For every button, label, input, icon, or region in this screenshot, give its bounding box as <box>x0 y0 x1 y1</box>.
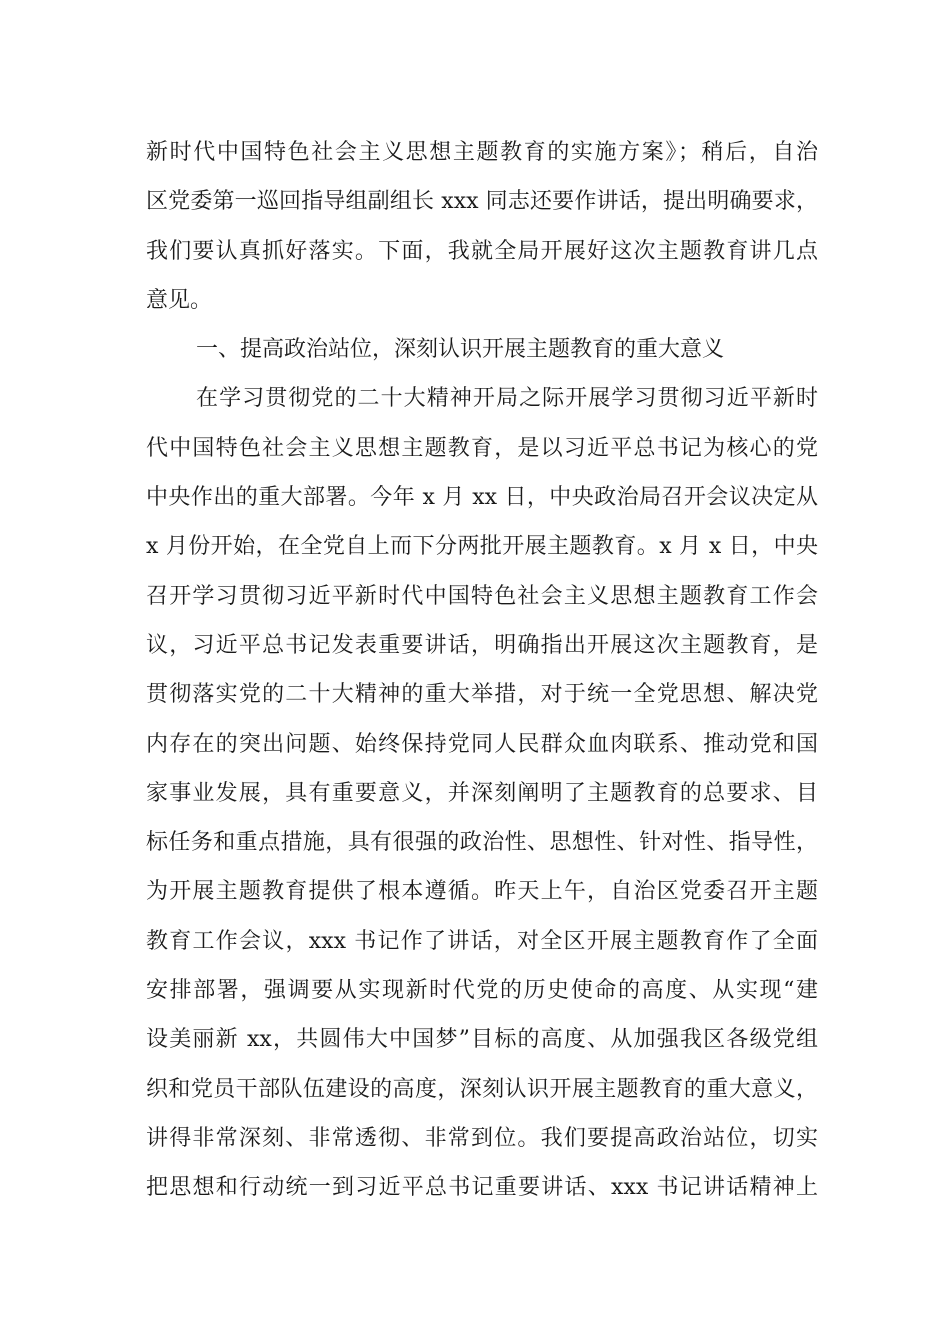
document-body <box>146 128 818 1213</box>
text-line: 设美丽新 xx，共圆伟大中国梦”目标的高度、从加强我区各级党组 <box>146 1027 818 1053</box>
text-line: 贯彻落实党的二十大精神的重大举措，对于统一全党思想、解决党 <box>146 682 818 708</box>
text-line: x 月份开始，在全党自上而下分两批开展主题教育。x 月 x 日，中央 <box>146 534 818 560</box>
text-line: 家事业发展，具有重要意义，并深刻阐明了主题教育的总要求、目 <box>146 780 818 806</box>
text-line: 教育工作会议，xxx 书记作了讲话，对全区开展主题教育作了全面 <box>146 928 818 954</box>
heading-line: 一、提高政治站位，深刻认识开展主题教育的重大意义 <box>196 337 725 363</box>
text-line: 召开学习贯彻习近平新时代中国特色社会主义思想主题教育工作会 <box>146 583 818 609</box>
paragraph-intro <box>146 128 818 325</box>
text-line: 讲得非常深刻、非常透彻、非常到位。我们要提高政治站位，切实 <box>146 1125 818 1151</box>
text-line: 新时代中国特色社会主义思想主题教育的实施方案》；稍后，自治 <box>146 140 818 165</box>
text-line: 织和党员干部队伍建设的高度，深刻认识开展主题教育的重大意义， <box>146 1076 818 1102</box>
text-line: 议，习近平总书记发表重要讲话，明确指出开展这次主题教育，是 <box>146 632 818 658</box>
text-line: 内存在的突出问题、始终保持党同人民群众血肉联系、推动党和国 <box>146 731 818 757</box>
text-line: 代中国特色社会主义思想主题教育，是以习近平总书记为核心的党 <box>146 435 818 461</box>
text-line: 意见。 <box>146 287 213 313</box>
section-heading <box>146 325 818 374</box>
text-line: 在学习贯彻党的二十大精神开局之际开展学习贯彻习近平新时 <box>196 386 818 412</box>
paragraph-body <box>146 374 818 1212</box>
text-line: 标任务和重点措施，具有很强的政治性、思想性、针对性、指导性， <box>146 830 818 856</box>
text-line: 把思想和行动统一到习近平总书记重要讲话、xxx 书记讲话精神上 <box>146 1175 818 1201</box>
text-line: 区党委第一巡回指导组副组长 xxx 同志还要作讲话，提出明确要求， <box>146 189 818 215</box>
text-line: 为开展主题教育提供了根本遵循。昨天上午，自治区党委召开主题 <box>146 879 818 905</box>
text-line: 我们要认真抓好落实。下面，我就全局开展好这次主题教育讲几点 <box>146 238 818 264</box>
text-line: 中央作出的重大部署。今年 x 月 xx 日，中央政治局召开会议决定从 <box>146 485 818 511</box>
text-line: 安排部署，强调要从实现新时代党的历史使命的高度、从实现“建 <box>146 978 818 1004</box>
